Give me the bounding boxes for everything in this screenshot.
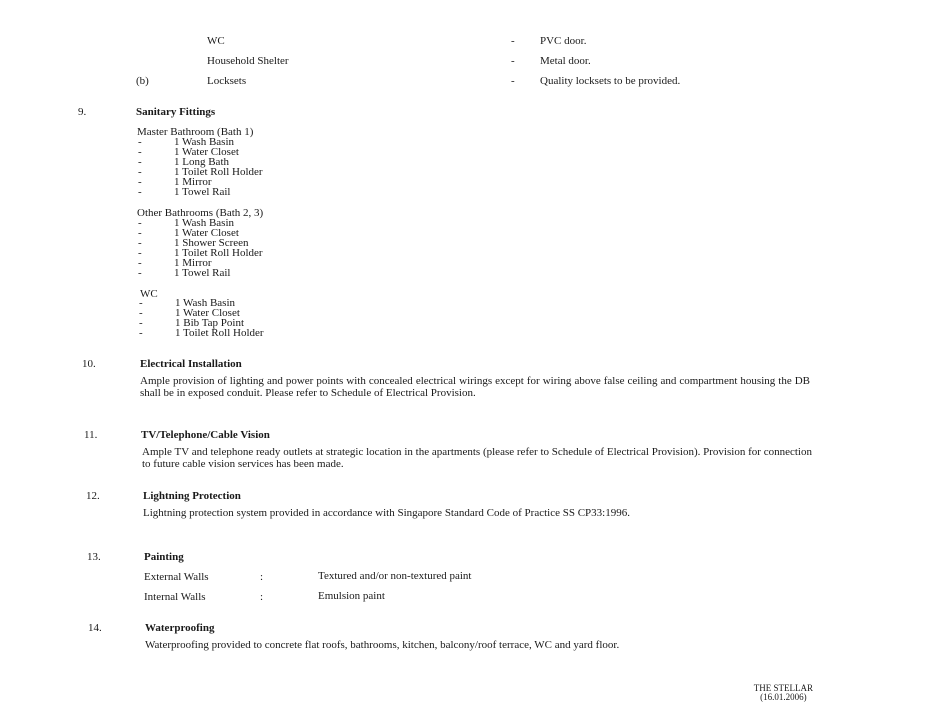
door-wc-dash: - — [511, 35, 515, 47]
document-footer — [754, 684, 813, 702]
door-shelter-dash: - — [511, 55, 515, 67]
electrical-paragraph: Ample provision of lighting and power points with concealed electrical wirings except for wiring above false ceiling and compartment housing the DB shall be in exposed conduit. Please refer to Schedule of Electrical Provision. — [140, 375, 810, 399]
tv-paragraph: Ample TV and telephone ready outlets at strategic location in the apartments (please refer to Schedule of Electrical Provision). Provision for connection to future cable vision services has been made. — [142, 446, 812, 470]
door-wc-label: WC — [207, 35, 225, 47]
footer-project-name: THE STELLAR — [753, 683, 813, 693]
painting-external-label: External Walls — [144, 571, 209, 583]
section-title-electrical: Electrical Installation — [140, 358, 242, 370]
locksets-value: Quality locksets to be provided. — [540, 75, 681, 87]
section-number-waterproofing: 14. — [88, 622, 102, 634]
locksets-dash: - — [511, 75, 515, 87]
painting-external-colon: : — [260, 571, 264, 583]
painting-external-value: Textured and/or non-textured paint — [318, 570, 472, 582]
painting-internal-label: Internal Walls — [144, 591, 206, 603]
section-number-tv: 11. — [84, 429, 98, 441]
section-title-sanitary: Sanitary Fittings — [136, 106, 216, 118]
door-wc-value: PVC door. — [540, 35, 587, 47]
section-number-electrical: 10. — [82, 358, 96, 370]
document-page: WC - PVC door. Household Shelter - Metal door. (b) Locksets - Quality locksets to be provided. 9. Sanitary Fittings Master Bathroom (Bath 1) - 1 Wash Basin - 1 Water Closet - 1 Long Bath - 1 Toilet Roll Holder - 1 Mirror - 1 Towel Rail Other Bathrooms (Bath 2, 3) - 1 Wash Basin - 1 Water Closet - 1 Shower Screen - 1 Toilet Roll Holder - 1 Mirror - 1 Towel Rail WC - 1 Wash Basin - 1 Water Closet - 1 Bib Tap Point - 1 Toilet Roll Holder 10. Electrical Installation Ample provision of lighting and power points with concealed electrical wirings except for wiring above false ceiling and compartment housing the DB shall be in exposed conduit. Please refer to Schedule of Electrical Provision. 11. TV/Telephone/Cable Vision Ample TV and telephone ready outlets at strategic location in the apartments (please refer to Schedule of Electrical Provision). Provision for connection to future cable vision services has been made. 12. Lightning Protection Lightning protection system provided in accordance with Singapore Standard Code of Practice SS CP33:1996. 13. Painting External Walls : Textured and/or non-textured paint Internal Walls : Emulsion paint 14. Waterproofing Waterproofing provided to concrete flat roofs, bathrooms, kitchen, balcony/roof terrace, WC and yard floor. THE STELLAR (16.01.2006) — [0, 0, 943, 717]
section-title-painting: Painting — [144, 551, 184, 563]
section-number-painting: 13. — [87, 551, 101, 563]
group-heading-wc: WC — [140, 288, 158, 300]
section-title-lightning: Lightning Protection — [143, 490, 241, 502]
locksets-label: Locksets — [207, 75, 247, 87]
group-heading-master-bathroom: Master Bathroom (Bath 1) — [137, 126, 254, 138]
lightning-paragraph: Lightning protection system provided in accordance with Singapore Standard Code of Practice SS CP33:1996. — [143, 507, 630, 519]
door-shelter-value: Metal door. — [540, 55, 591, 67]
locksets-marker: (b) — [136, 75, 149, 87]
group-heading-other-bathrooms: Other Bathrooms (Bath 2, 3) — [137, 207, 264, 219]
painting-internal-value: Emulsion paint — [318, 590, 385, 602]
section-number-sanitary: 9. — [78, 106, 87, 118]
section-title-tv: TV/Telephone/Cable Vision — [141, 429, 270, 441]
footer-date: (16.01.2006) — [760, 692, 807, 702]
door-shelter-label: Household Shelter — [207, 55, 289, 67]
section-number-lightning: 12. — [86, 490, 100, 502]
section-title-waterproofing: Waterproofing — [145, 622, 215, 634]
painting-internal-colon: : — [260, 591, 264, 603]
waterproofing-paragraph: Waterproofing provided to concrete flat roofs, bathrooms, kitchen, balcony/roof terrace, WC and yard floor. — [145, 639, 620, 651]
